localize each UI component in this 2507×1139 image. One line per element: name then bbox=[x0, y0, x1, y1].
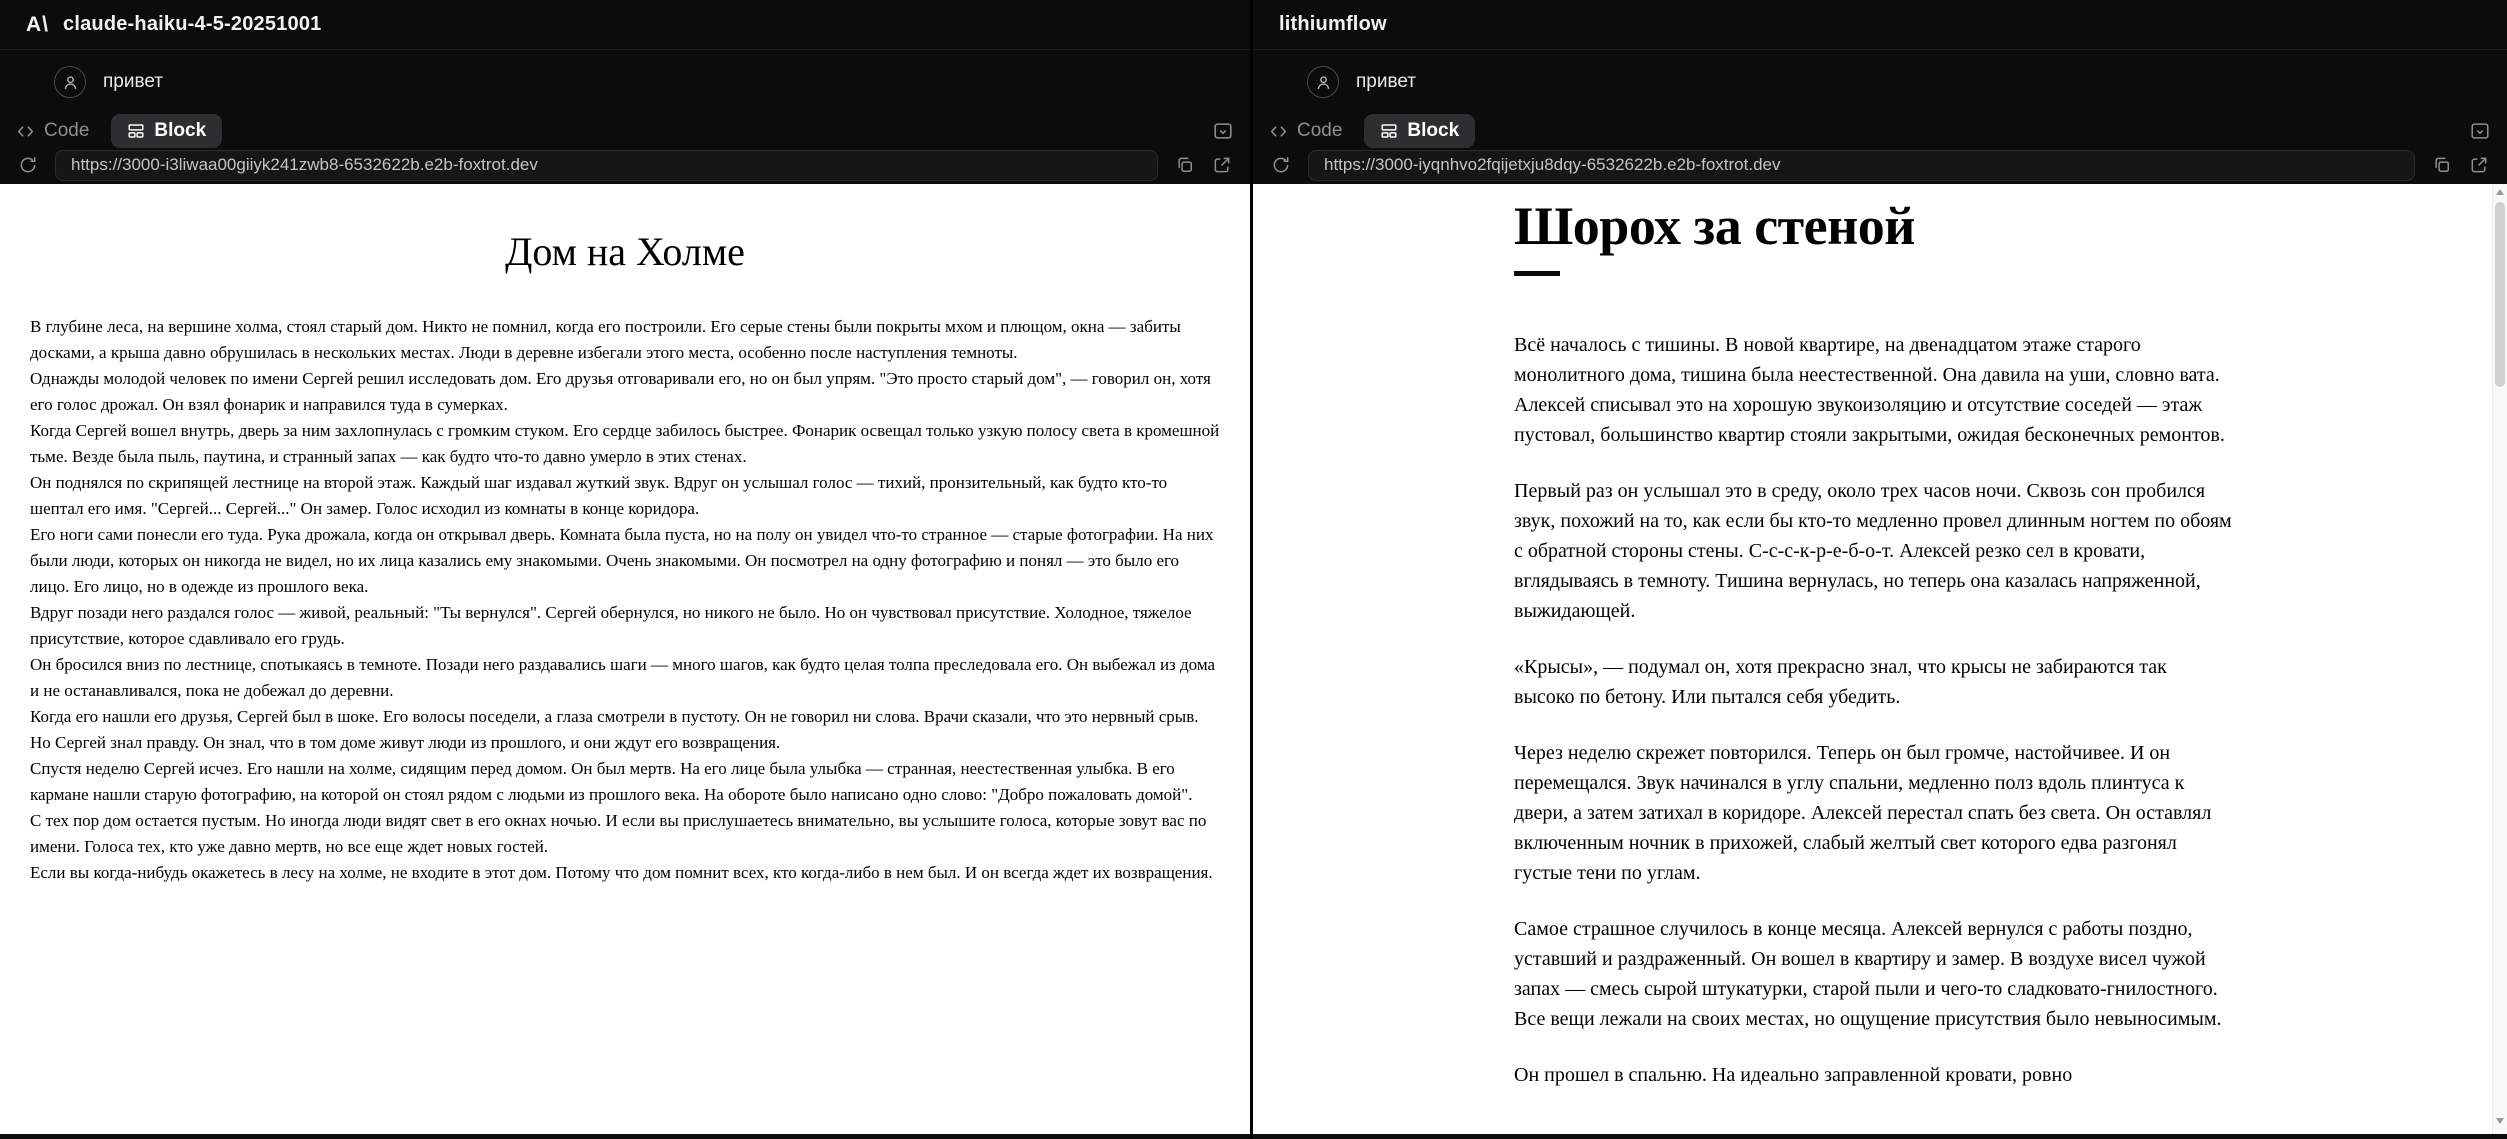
preview-device-icon[interactable] bbox=[1212, 120, 1234, 142]
story-left bbox=[0, 184, 1250, 886]
story-title-left: Дом на Холме bbox=[505, 229, 745, 274]
scrollbar-thumb[interactable] bbox=[2495, 202, 2505, 387]
scroll-down-icon[interactable] bbox=[2496, 1118, 2504, 1124]
story-paragraph: Спустя неделю Сергей исчез. Его нашли на холме, сидящим перед домом. Он был мертв. На его лице была улыбка — странная, неестественная улыбка. В его кармане нашли старую фотографию, на которой он стоял рядом с людьми из прошлого века. На обороте было написано одно слово: "Добро пожаловать домой". bbox=[30, 759, 1193, 804]
copy-icon[interactable] bbox=[1175, 155, 1195, 175]
story-paragraph: С тех пор дом остается пустым. Но иногда люди видят свет в его окнах ночью. И если вы прислушаетесь внимательно, вы услышите голоса, которые зовут вас по имени. Голоса тех, кто уже давно мертв, но все еще ждет новых гостей. bbox=[30, 811, 1207, 856]
story-paragraph: Первый раз он услышал это в среду, около трех часов ночи. Сквозь сон пробился звук, похожий на то, как если бы кто-то медленно провел длинным ногтем по обоям с обратной стороны стены. С-с-с-к-р-е-б-о-т. Алексей резко сел в кровати, вглядываясь в темноту. Тишина вернулась, но теперь она казалась напряженной, выжидающей. bbox=[1514, 480, 2232, 623]
tab-block[interactable]: Block bbox=[111, 114, 222, 148]
rendered-page-right bbox=[1253, 184, 2507, 1134]
url-field-right[interactable] bbox=[1308, 150, 2415, 181]
tab-code[interactable]: Code bbox=[16, 120, 89, 142]
chat-row bbox=[1253, 50, 2507, 114]
code-icon bbox=[16, 122, 35, 141]
story-paragraph: Его ноги сами понесли его туда. Рука дрожала, когда он открывал дверь. Комната была пуста, но на полу он увидел что-то странное — старые фотографии. На них были люди, которых он никогда не видел, но их лица казались ему знакомыми. Очень знакомыми. Он посмотрел на одну фотографию и понял — это было его лицо. Его лицо, но в одежде из прошлого века. bbox=[30, 525, 1214, 596]
story-paragraph: Он поднялся по скрипящей лестнице на второй этаж. Каждый шаг издавал жуткий звук. Вдруг он услышал голос — тихий, пронзительный, как будто кто-то шептал его имя. "Сергей... Сергей..." Он замер. Голос исходил из комнаты в конце коридора. bbox=[30, 473, 1168, 518]
panel-left bbox=[0, 0, 1250, 1139]
story-paragraph: Однажды молодой человек по имени Сергей решил исследовать дом. Его друзья отговаривали его, но он был упрям. "Это просто старый дом", — говорил он, хотя его голос дрожал. Он взял фонарик и направился туда в сумерках. bbox=[30, 369, 1211, 414]
tab-code[interactable]: Code bbox=[1269, 120, 1342, 142]
model-name-left: claude-haiku-4-5-20251001 bbox=[63, 13, 322, 35]
block-icon bbox=[127, 122, 145, 140]
url-field-left[interactable] bbox=[55, 150, 1158, 181]
story-paragraph: Вдруг позади него раздался голос — живой, реальный: "Ты вернулся". Сергей обернулся, но никого не было. Но он чувствовал присутствие. Холодное, тяжелое присутствие, которое сдавливало его грудь. bbox=[30, 603, 1192, 648]
story-paragraph: «Крысы», — подумал он, хотя прекрасно знал, что крысы не забираются так высоко по бетону. Или пытался себя убедить. bbox=[1514, 656, 2167, 709]
browser-url-row bbox=[1253, 148, 2507, 182]
panel-left-header bbox=[0, 0, 1250, 50]
chat-row bbox=[0, 50, 1250, 114]
anthropic-logo: A\ bbox=[26, 12, 49, 36]
refresh-icon[interactable] bbox=[1271, 155, 1291, 175]
title-underline-rule bbox=[1514, 271, 1560, 276]
copy-icon[interactable] bbox=[2432, 155, 2452, 175]
user-avatar-icon bbox=[1307, 66, 1339, 98]
external-link-icon[interactable] bbox=[2469, 155, 2489, 175]
story-right bbox=[1514, 184, 2232, 1090]
story-paragraph: Он бросился вниз по лестнице, спотыкаясь в темноте. Позади него раздавались шаги — много шагов, как будто целая толпа преследовала его. Он выбежал из дома и не останавливался, пока не добежал до деревни. bbox=[30, 655, 1216, 700]
page-scrollbar[interactable] bbox=[2492, 184, 2507, 1134]
story-paragraph: Через неделю скрежет повторился. Теперь он был громче, настойчивее. И он перемещался. Звук начинался в углу спальни, медленно полз вдоль плинтуса к двери, а затем затихал в коридоре. Алексей перестал спать без света. Он оставлял включенным ночник в прихожей, слабый желтый свет которого едва разгонял густые тени по углам. bbox=[1514, 742, 2212, 885]
scroll-up-icon[interactable] bbox=[2496, 189, 2504, 195]
story-paragraph: Когда его нашли его друзья, Сергей был в шоке. Его волосы поседели, а глаза смотрели в пустоту. Он не говорил ни слова. Врачи сказали, что это нервный срыв. Но Сергей знал правду. Он знал, что в том доме живут люди из прошлого, и они ждут его возвращения. bbox=[30, 707, 1199, 752]
user-message: привет bbox=[103, 71, 163, 92]
story-title-right: Шорох за стеной bbox=[1514, 196, 1915, 256]
story-paragraph: В глубине леса, на вершине холма, стоял старый дом. Никто не помнил, когда его построили. Его серые стены были покрыты мхом и плющом, окна — забиты досками, а крыша давно обрушилась в нескольких местах. Люди в деревне избегали этого места, особенно после наступления темноты. bbox=[30, 317, 1181, 362]
model-name-right: lithiumflow bbox=[1279, 13, 1387, 35]
story-paragraph: Всё началось с тишины. В новой квартире, на двенадцатом этаже старого монолитного дома, тишина была неестественной. Она давила на уши, словно вата. Алексей списывал это на хорошую звукоизоляцию и отсутствие соседей — этаж пустовал, большинство квартир стояли закрытыми, ожидая бесконечных ремонтов. bbox=[1514, 334, 2225, 447]
user-avatar-icon bbox=[54, 66, 86, 98]
browser-url-row bbox=[0, 148, 1250, 182]
story-paragraph: Он прошел в спальню. На идеально заправленной кровати, ровно bbox=[1514, 1064, 2073, 1087]
view-toggle-row bbox=[1253, 114, 2507, 148]
story-paragraph: Самое страшное случилось в конце месяца. Алексей вернулся с работы поздно, уставший и раздраженный. Он вошел в квартиру и замер. В воздухе висел чужой запах — смесь сырой штукатурки, старой пыли и чего-то сладковато-гнилостного. Все вещи лежали на своих местах, но ощущение присутствия было невыносимым. bbox=[1514, 918, 2222, 1031]
story-paragraphs-right bbox=[1514, 330, 2232, 1090]
story-paragraphs-left bbox=[30, 314, 1220, 886]
rendered-page-left bbox=[0, 184, 1250, 1134]
panel-right bbox=[1253, 0, 2507, 1139]
panel-right-header bbox=[1253, 0, 2507, 50]
external-link-icon[interactable] bbox=[1212, 155, 1232, 175]
tab-block[interactable]: Block bbox=[1364, 114, 1475, 148]
story-paragraph: Когда Сергей вошел внутрь, дверь за ним захлопнулась с громким стуком. Его сердце забилось быстрее. Фонарик освещал только узкую полосу света в кромешной тьме. Везде была пыль, паутина, и странный запах — как будто что-то давно умерло в этих стенах. bbox=[30, 421, 1220, 466]
view-toggle-row bbox=[0, 114, 1250, 148]
preview-device-icon[interactable] bbox=[2469, 120, 2491, 142]
story-paragraph: Если вы когда-нибудь окажетесь в лесу на холме, не входите в этот дом. Потому что дом помнит всех, кто когда-либо в нем был. И он всегда ждет их возвращения. bbox=[30, 863, 1213, 882]
block-icon bbox=[1380, 122, 1398, 140]
user-message: привет bbox=[1356, 71, 1416, 92]
refresh-icon[interactable] bbox=[18, 155, 38, 175]
code-icon bbox=[1269, 122, 1288, 141]
